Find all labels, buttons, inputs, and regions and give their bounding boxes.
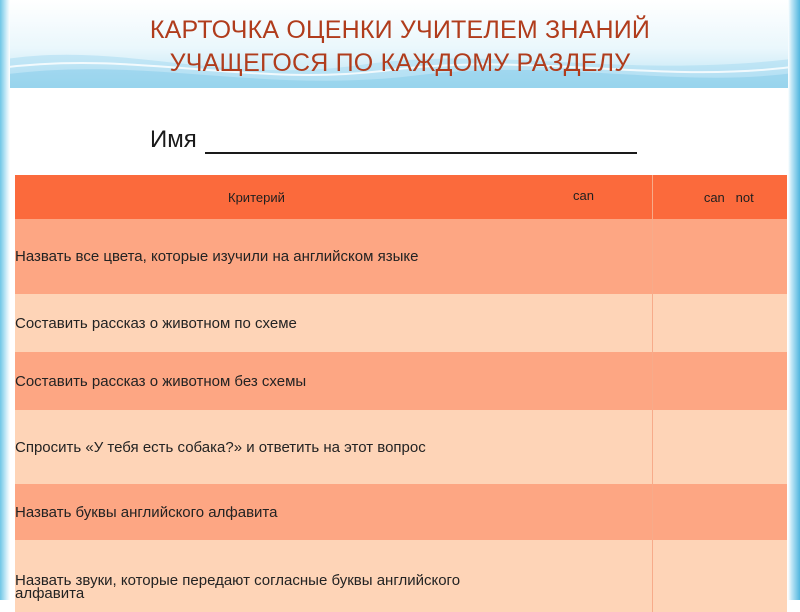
- table-row: [15, 219, 787, 294]
- cannot-cell[interactable]: [652, 484, 787, 540]
- criterion-cell: Назвать звуки, которые передают согласные буквы английского алфавита: [15, 540, 652, 612]
- table-header-row: [15, 175, 787, 219]
- header-criterion-can-cell: [15, 175, 652, 219]
- criterion-cell: Спросить «У тебя есть собака?» и ответить на этот вопрос: [15, 410, 652, 484]
- name-blank-line: [205, 130, 637, 154]
- table-row: [15, 484, 787, 540]
- criterion-cell: Составить рассказ о животном без схемы: [15, 352, 652, 410]
- table-row: [15, 352, 787, 410]
- criterion-cell: Назвать буквы английского алфавита: [15, 484, 652, 540]
- header-cannot: can not: [652, 175, 787, 219]
- cannot-cell[interactable]: [652, 219, 787, 294]
- name-label: Имя: [150, 126, 197, 153]
- header-criterion: Критерий: [228, 189, 285, 205]
- cannot-cell[interactable]: [652, 352, 787, 410]
- cannot-cell[interactable]: [652, 410, 787, 484]
- header-can: can: [573, 188, 594, 203]
- table-row: [15, 294, 787, 352]
- title-line-1: КАРТОЧКА ОЦЕНКИ УЧИТЕЛЕМ ЗНАНИЙ: [149, 16, 651, 44]
- criterion-cell: Составить рассказ о животном по схеме: [15, 294, 652, 352]
- cannot-cell[interactable]: [652, 294, 787, 352]
- title-line-2: УЧАЩЕГОСЯ ПО КАЖДОМУ РАЗДЕЛУ: [169, 49, 631, 77]
- cannot-cell[interactable]: [652, 540, 787, 612]
- decorative-left-edge: [0, 0, 10, 600]
- page-title: [0, 14, 800, 80]
- criteria-table: [15, 175, 787, 612]
- name-field-row: [150, 126, 637, 154]
- criterion-cell: Назвать все цвета, которые изучили на английском языке: [15, 219, 652, 294]
- table-row: [15, 540, 787, 612]
- decorative-right-edge: [788, 0, 800, 600]
- table-row: [15, 410, 787, 484]
